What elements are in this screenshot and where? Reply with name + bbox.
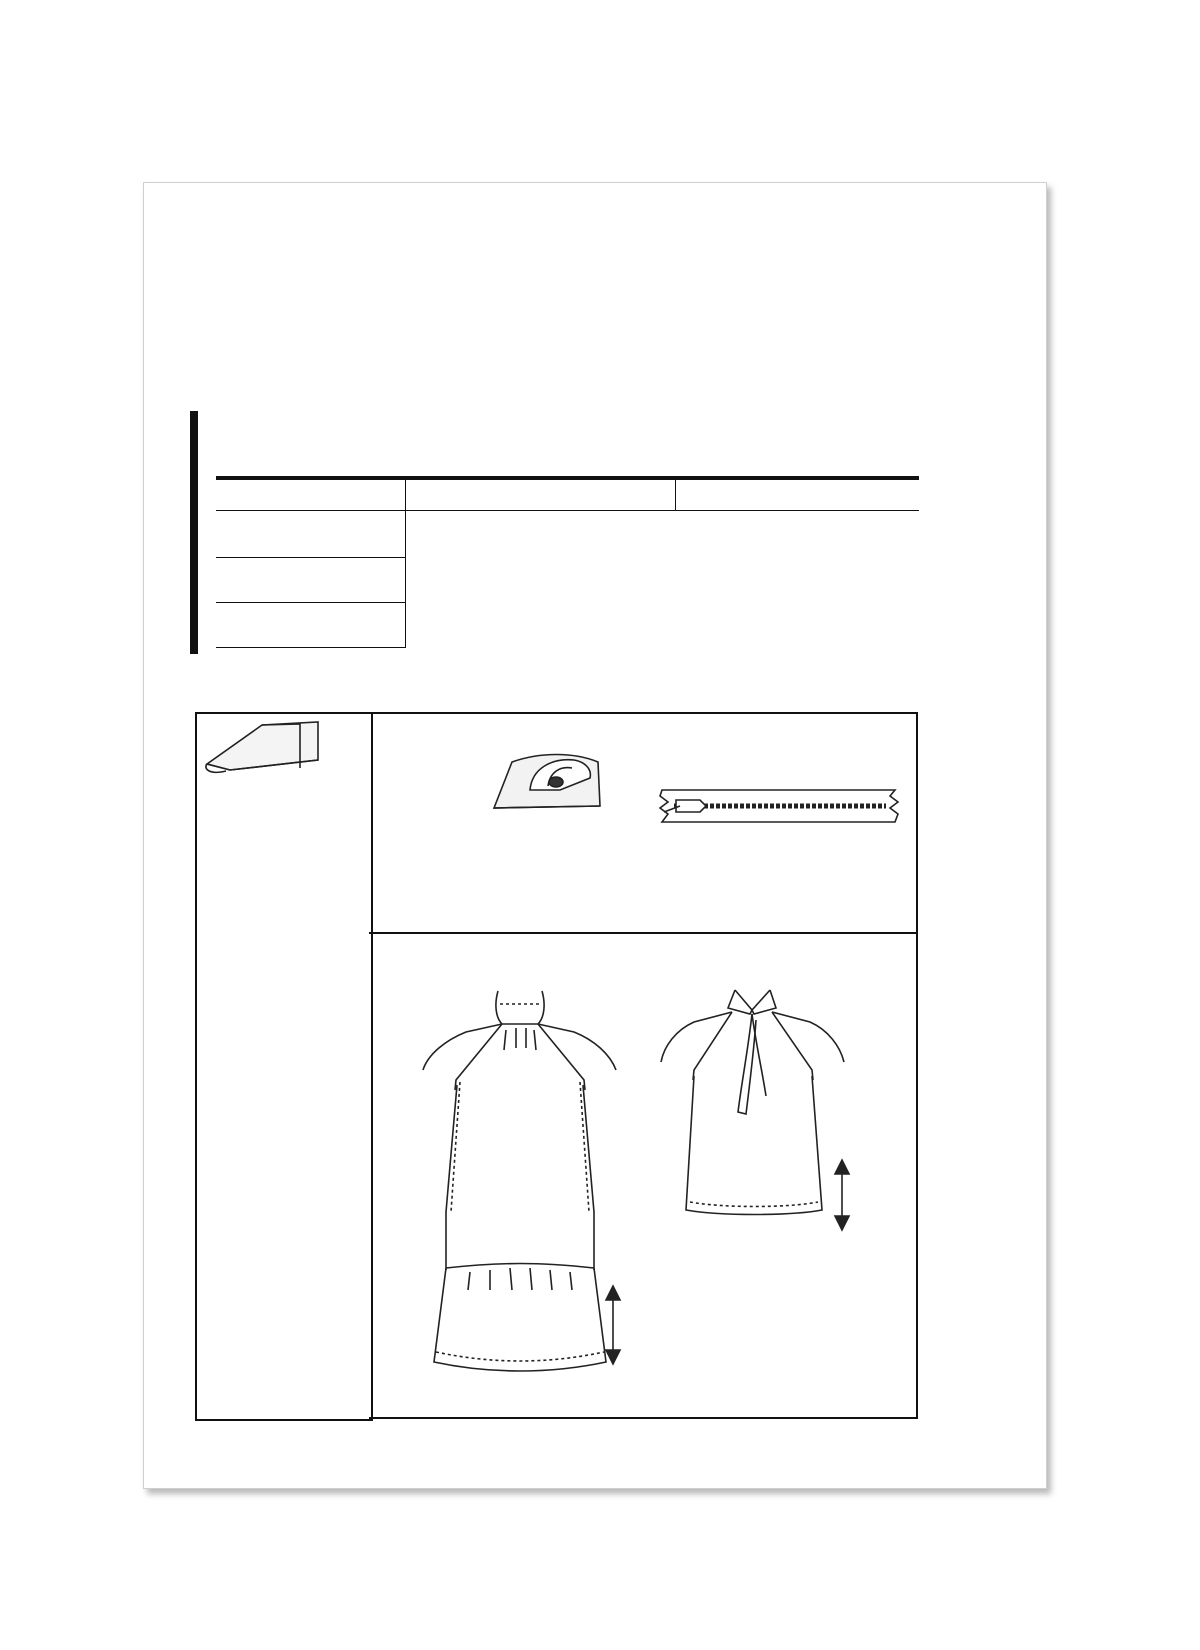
view-b-length-arrow	[835, 1160, 849, 1230]
view-a-dress-drawing	[423, 991, 616, 1371]
fabric-bolt-icon	[206, 722, 318, 772]
view-b-top-drawing	[661, 990, 844, 1215]
zipper-icon	[660, 790, 898, 822]
view-a-length-arrow	[606, 1286, 620, 1364]
iron-icon	[494, 755, 600, 809]
